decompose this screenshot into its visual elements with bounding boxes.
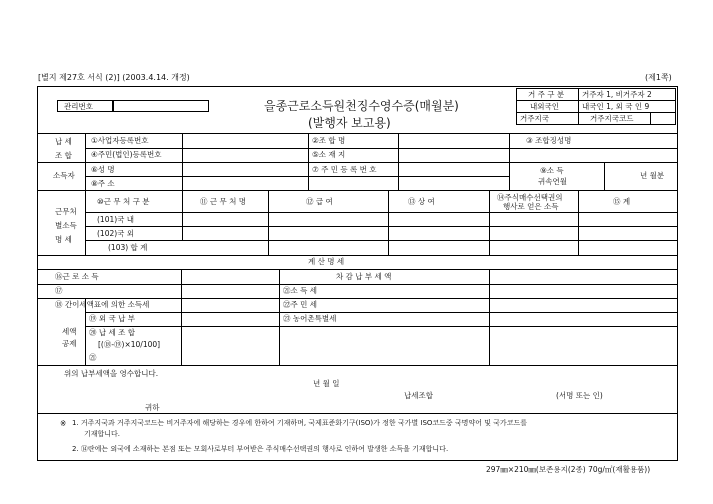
receipt-sign: (서명 또는 인): [556, 391, 603, 400]
biz-no-label: ①사업자등록번호: [91, 136, 149, 145]
calc-heading: 계 산 명 세: [308, 257, 345, 266]
union-deduct-label: ⑳ 납 세 조 합: [89, 328, 136, 337]
union-name-label: ②조 합 명: [312, 136, 346, 145]
page-number: (제1쪽): [645, 73, 672, 82]
earner-address-label: ⑧주 소: [91, 179, 115, 188]
deduction-side-1: 세액: [62, 327, 77, 336]
payable-tax-label: 차 감 납 부 세 액: [336, 272, 392, 281]
item20b-label: ㉑: [89, 353, 97, 362]
row-sum: (103) 합 계: [108, 243, 148, 252]
earned-income-label: ⑯근 로 소 득: [55, 272, 99, 281]
note-1-cont: 기재합니다.: [84, 430, 121, 438]
receipt-signer: 납세조합: [404, 391, 433, 400]
simplified-tax-label: ⑱ 간이세액표에 의한 소득세: [55, 300, 150, 309]
nationality-value: 내국인 1, 외 국 인 9: [582, 102, 650, 111]
earner-resident-no-label: ⑦ 주 민 등 록 번 호: [312, 165, 377, 174]
payer-side-label-2: 조 합: [55, 151, 72, 160]
income-side-label-2: 별소득: [55, 221, 77, 230]
col-salary: ⑫ 급 여: [306, 197, 333, 206]
earner-name-label: ⑥성 명: [91, 165, 115, 174]
nationality-label: 내외국인: [530, 102, 559, 111]
income-period-label-2: 귀속연월: [538, 177, 567, 186]
row-domestic: (101)국 내: [97, 215, 135, 224]
country-code-label: 거주지국코드: [590, 114, 634, 123]
col-stock-option-1: ⑭주식매수선택권의: [497, 193, 563, 202]
resident-tax-label: ㉒주 민 세: [283, 300, 318, 309]
form-subtitle: (발행자 보고용): [308, 116, 391, 130]
receipt-date: 년 월 일: [313, 379, 340, 388]
form-reference: [별지 제27호 서식 (2)] (2003.4.14. 개정): [38, 73, 190, 82]
receipt-addressee: 귀하: [145, 403, 160, 412]
deduction-side-2: 공제: [62, 339, 77, 348]
country-label: 거주지국: [520, 114, 549, 123]
income-period-label: ⑨소 득: [540, 166, 564, 175]
income-side-label-3: 명 세: [55, 235, 72, 244]
payer-side-label-1: 납 세: [55, 137, 72, 146]
note-2: 2. ⑭란에는 외국에 소재하는 본점 또는 모회사로부터 부여받은 주식매수선택권의 행사로 인하여 발생한 소득을 기재합니다.: [72, 445, 449, 453]
row-foreign: (102)국 외: [97, 229, 135, 238]
paper-spec: 297㎜×210㎜(보존용지(2종) 70g/㎡(재활용품)): [486, 465, 651, 474]
income-side-label-1: 근무처: [55, 207, 77, 216]
note-1: 1. 거주지국과 거주지국코드는 비거주자에 해당하는 경우에 한하여 기재하며, 국제표준화기구(ISO)가 정한 국가별 ISO코드중 국명약어 및 국가코드를: [72, 419, 527, 427]
income-tax-label: ㉑소 득 세: [283, 286, 318, 295]
payer-address-label: ⑤소 재 지: [312, 150, 346, 159]
col-stock-option-2: 행사로 얻은 소득: [503, 202, 559, 211]
col-workplace-name: ⑪ 근 무 처 명: [200, 197, 247, 206]
corp-no-label: ④주민(법인)등록번호: [91, 150, 162, 159]
form-title: 을종근로소득원천징수영수증(매월분): [264, 99, 459, 113]
col-bonus: ⑬ 상 여: [408, 197, 435, 206]
residency-value: 거주자 1, 비거주자 2: [582, 90, 652, 99]
notes-mark: ※: [60, 419, 67, 428]
earner-side-label: 소득자: [53, 171, 75, 180]
col-total: ⑮ 계: [613, 197, 631, 206]
income-period-value: 년 월분: [640, 171, 665, 180]
receipt-statement: 위의 납부세액을 영수합니다.: [64, 369, 159, 378]
mgmt-label: 관리번호: [64, 102, 93, 111]
union-formula: [(⑱-⑲)×10/100]: [98, 340, 161, 349]
col-workplace-type: ⑩근 무 처 구 분: [97, 197, 150, 206]
foreign-tax-label: ⑲ 외 국 납 부: [89, 314, 136, 323]
union-assoc-label: ③ 조합징성명: [526, 136, 572, 145]
rural-tax-label: ㉓ 농어촌특별세: [283, 314, 337, 323]
item17-label: ⑰: [55, 286, 63, 295]
mgmt-number-field[interactable]: [113, 100, 209, 112]
residency-label: 거 주 구 분: [528, 90, 565, 99]
